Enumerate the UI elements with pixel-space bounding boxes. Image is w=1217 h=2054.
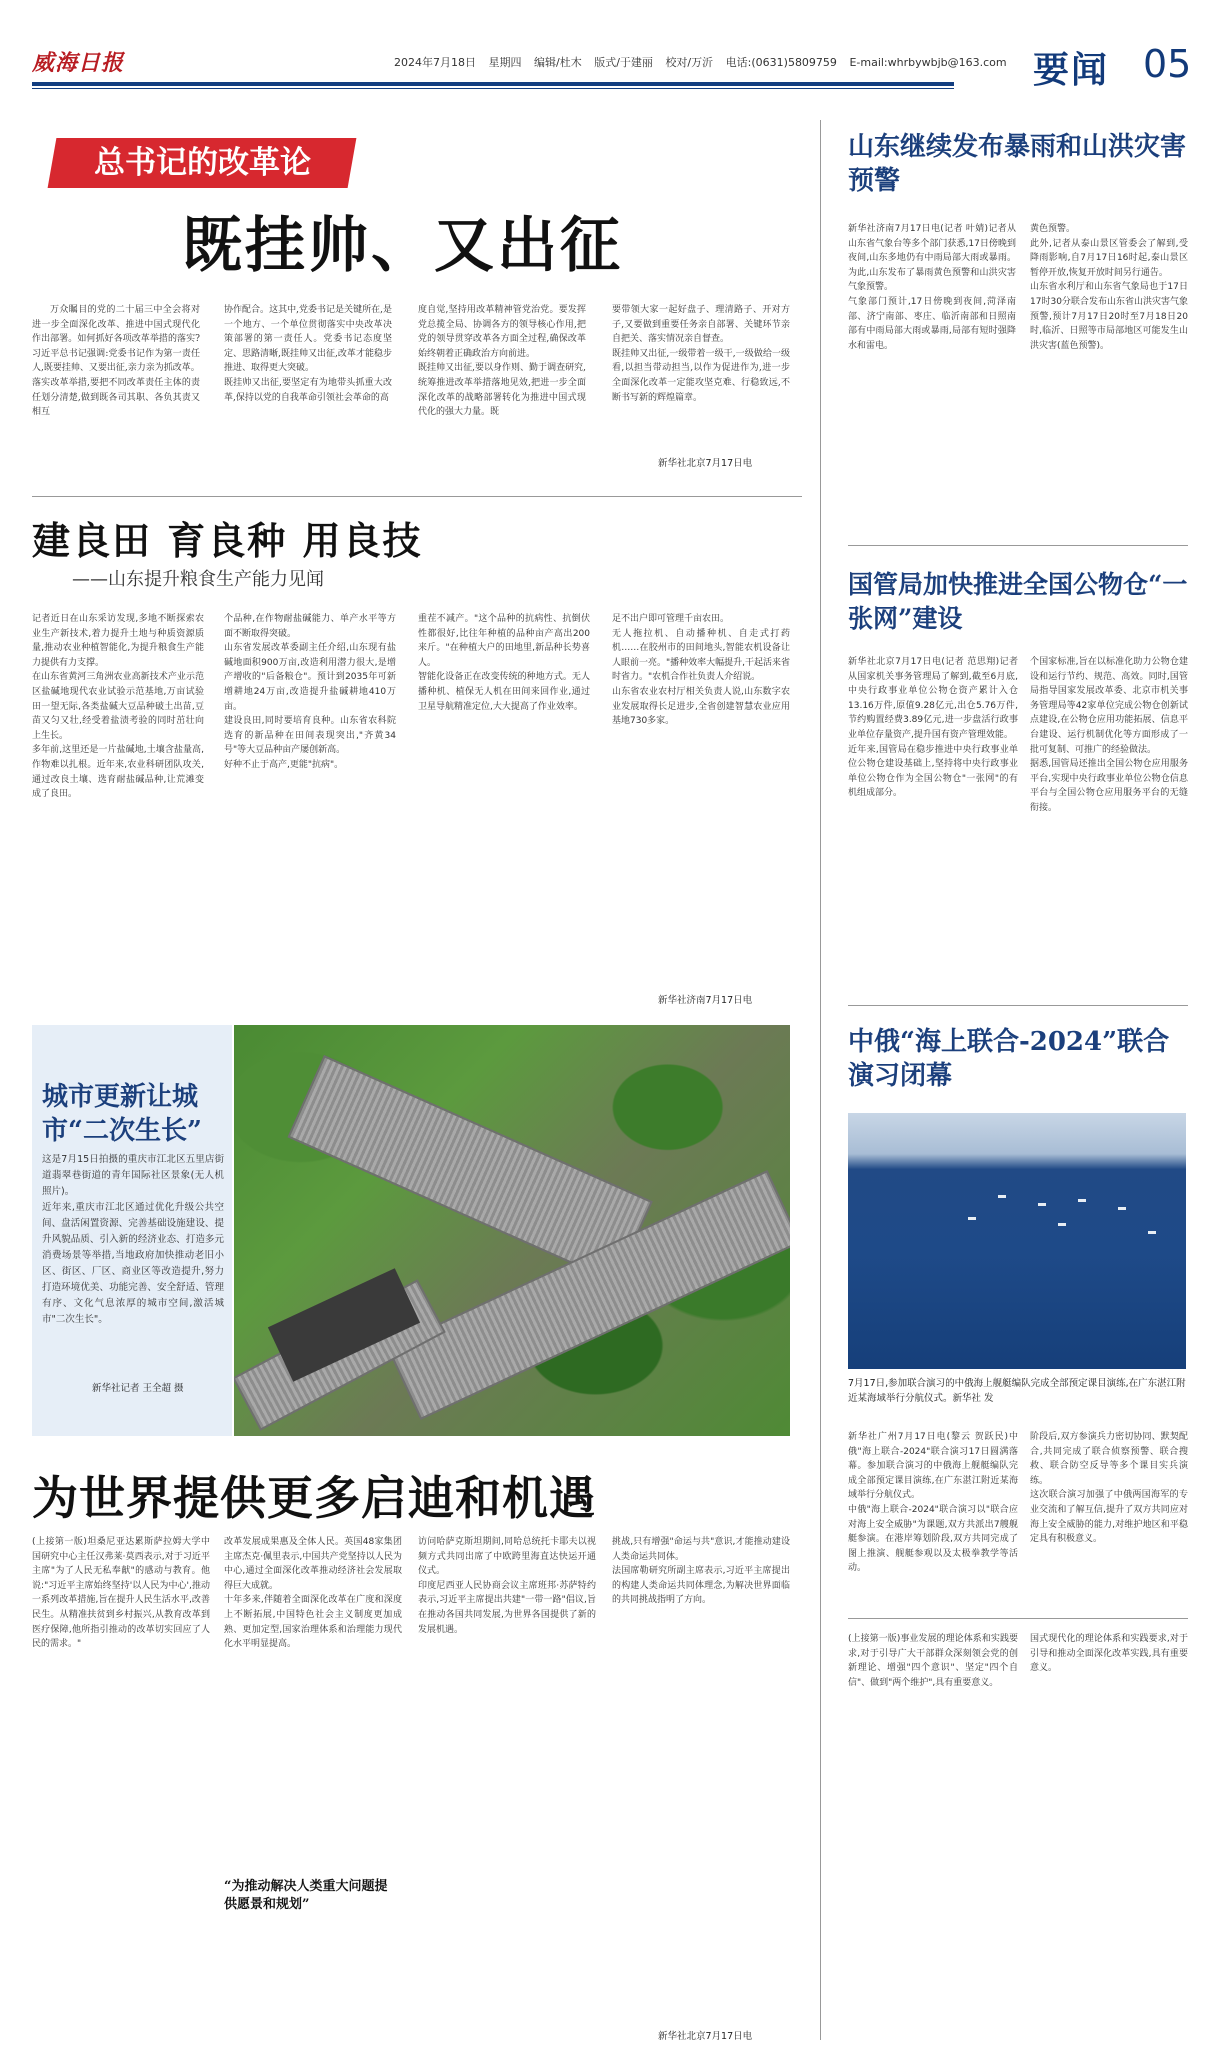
lead-col-2-text: 协作配合。这其中,党委书记是关键所在,是一个地方、一个单位贯彻落实中央改革决策部署的第一责任人。党委书记态度坚定、思路清晰,既挂帅又出征,改革才能稳步推进、取得更大突破。 既挂帅又出征,要坚定有为地带头抓重大改革,保持以党的自我革命引领社会革命的高 xyxy=(224,305,392,403)
urban-credit: 新华社记者 王全超 摄 xyxy=(92,1383,184,1394)
column-divider xyxy=(820,120,821,2040)
column-kicker: 总书记的改革论 xyxy=(48,138,357,188)
grain-headline: 建良田 育良种 用良技 xyxy=(32,518,423,563)
storm-col-2-text: 黄色预警。 此外,记者从泰山景区管委会了解到,受降雨影响,自7月17日16时起,泰山景区暂停开放,恢复开放时间另行通告。 山东省水利厅和山东省气象局也于17日17时30分联合发布山东省山洪灾害气象预警,预计7月17日20时至7月18日20时,临沂、日照等市局部地区可能发生山洪灾害(蓝色预警)。 xyxy=(1030,224,1188,351)
ship xyxy=(1148,1231,1156,1234)
world-col-2 xyxy=(224,1535,402,1870)
grain-col-4 xyxy=(612,612,790,992)
grain-col-2 xyxy=(224,612,396,1008)
world-col-1 xyxy=(32,1535,210,2040)
grain-col-1 xyxy=(32,612,204,1008)
world-subhead: “为推动解决人类重大问题提供愿景和规划” xyxy=(224,1879,388,1912)
urban-text-body: 这是7月15日拍摄的重庆市江北区五里店街道翡翠巷街道的青年国际社区景象(无人机照片)。 近年来,重庆市江北区通过优化升级公共空间、盘活闲置资源、完善基础设施建设、提升风貌品质、引入新的经济业态、打造多元消费场景等举措,当地政府加快推动老旧小区、街区、厂区、商业区等改造提升,努力打造环境优美、功能完善、安全舒适、管理有序、文化气息浓厚的城市空间,激活城市"二次生长"。 xyxy=(42,1154,224,1325)
drill-col-1 xyxy=(848,1430,1018,1600)
ship xyxy=(1078,1199,1086,1202)
warehouse-col-1 xyxy=(848,655,1018,985)
grain-byline: 新华社济南7月17日电 xyxy=(658,995,753,1006)
right-divider xyxy=(848,1005,1188,1006)
drill-col-2 xyxy=(1030,1430,1188,1600)
urban-aerial-photo xyxy=(234,1025,790,1436)
ship xyxy=(1058,1223,1066,1226)
ship xyxy=(1038,1203,1046,1206)
drill-photo-caption: 7月17日,参加联合演习的中俄海上舰艇编队完成全部预定课目演练,在广东湛江附近某海域举行分航仪式。新华社 发 xyxy=(848,1378,1186,1404)
storm-col-1-text: 新华社济南7月17日电(记者 叶婧)记者从山东省气象台等多个部门获悉,17日傍晚到夜间,山东多地仍有中雨局部大雨或暴雨。为此,山东发布了暴雨黄色预警和山洪灾害气象预警。 气象部门预计,17日傍晚到夜间,菏泽南部、济宁南部、枣庄、临沂南部和日照南部有中雨局部大雨或暴雨,局部有短时强降水和雷电。 xyxy=(848,224,1016,351)
continuation-col-2-text: 国式现代化的理论体系和实践要求,对于引导和推动全面深化改革实践,具有重要意义。 xyxy=(1030,1634,1188,1674)
lead-col-3-text: 度自觉,坚持用改革精神管党治党。要发挥党总揽全局、协调各方的领导核心作用,把党的领导贯穿改革各方面全过程,确保改革始终朝着正确政治方向前进。 既挂帅又出征,要以身作则、勤于调查研究,统筹推进改革举措落地见效,把进一步全面深化改革的战略部署转化为推进中国式现代化的强大力量。既 xyxy=(418,305,586,418)
ship xyxy=(1118,1207,1126,1210)
continuation-col-1 xyxy=(848,1632,1018,2042)
world-col-4 xyxy=(612,1535,790,2020)
world-col-3 xyxy=(418,1535,596,2040)
urban-text xyxy=(42,1152,224,1377)
section-name: 要闻 xyxy=(1033,50,1110,91)
masthead-rule-thin xyxy=(32,88,954,89)
drill-col-2-text: 阶段后,双方参演兵力密切协同、默契配合,共同完成了联合侦察预警、联合搜救、联合防空反导等多个课目实兵演练。 这次联合演习加强了中俄两国海军的专业交流和了解互信,提升了双方共同应对海上安全威胁的能力,对维护地区和平稳定具有积极意义。 xyxy=(1030,1432,1188,1545)
issue-info xyxy=(394,54,1016,70)
lead-col-3 xyxy=(418,303,586,473)
world-col-2-text: 改革发展成果惠及全体人民。英国48家集团主席杰克·佩里表示,中国共产党坚持以人民为中心,通过全面深化改革推动经济社会发展取得巨大成就。 十年多来,伴随着全面深化改革在广度和深度上不断拓展,中国特色社会主义制度更加成熟、更加定型,国家治理体系和治理能力现代化水平明显提高。 xyxy=(224,1537,402,1650)
storm-headline: 山东继续发布暴雨和山洪灾害预警 xyxy=(848,132,1187,196)
drill-col-1-text: 新华社广州7月17日电(黎云 贺跃民)中俄"海上联合-2024"联合演习17日圆满落幕。参加联合演习的中俄海上舰艇编队完成全部预定课目演练,在广东湛江附近某海域举行分航仪式。 中俄"海上联合-2024"联合演习以"联合应对海上安全威胁"为课题,双方共派出7艘舰艇参演。在港岸筹划阶段,双方共同完成了图上推演、舰艇参观以及太极拳教学等活动。 xyxy=(848,1432,1018,1574)
grain-col-1-text: 记者近日在山东采访发现,多地不断探索农业生产新技术,着力提升土地与种质资源质量,推动农业种植智能化,为提升粮食生产能力提供有力支撑。 在山东省黄河三角洲农业高新技术产业示范区盐碱地现代农业试验示范基地,万亩试验田一望无际,各类盐碱大豆品种破土出苗,豆苗又匀又壮,经受着盐渍考验的同时茁壮向上生长。 多年前,这里还是一片盐碱地,土壤含盐量高,作物难以扎根。近年来,农业科研团队攻关,通过改良土壤、选育耐盐碱品种,让荒滩变成了良田。 xyxy=(32,614,204,800)
storm-col-2 xyxy=(1030,222,1188,522)
email-contact: E-mail:whrbywbjb@163.com xyxy=(849,56,1007,69)
grain-col-3-text: 重茬不减产。"这个品种的抗病性、抗倒伏性都很好,比往年种植的品种亩产高出200来斤。"在种植大户的田地里,新品种长势喜人。 智能化设备正在改变传统的种地方式。无人播种机、植保无人机在田间来回作业,通过卫星导航精准定位,大大提高了作业效率。 xyxy=(418,614,590,712)
continuation-col-1-text: (上接第一版)事业发展的理论体系和实践要求,对于引导广大干部群众深刻领会党的创新理论、增强"四个意识"、坚定"四个自信"、做到"两个维护",具有重要意义。 xyxy=(848,1634,1018,1688)
right-divider xyxy=(848,1618,1188,1619)
lead-col-4-text: 要带领大家一起好盘子、理清路子、开对方子,又要做到重要任务亲自部署、关键环节亲自把关、落实情况亲自督查。 既挂帅又出征,一级带着一级干,一级做给一级看,以担当带动担当,以作为促进作为,进一步全面深化改革一定能攻坚克难、行稳致远,不断书写新的辉煌篇章。 xyxy=(612,305,790,403)
lead-col-1-text: 万众瞩目的党的二十届三中全会将对进一步全面深化改革、推进中国式现代化作出部署。如何抓好各项改革举措的落实?习近平总书记强调:党委书记作为第一责任人,既要挂帅、又要出征,亲力亲为抓改革。 落实改革举措,要把不同改革责任主体的责任划分清楚,做到既各司其职、各负其责又相互 xyxy=(32,305,200,418)
world-col-1-text: (上接第一版)坦桑尼亚达累斯萨拉姆大学中国研究中心主任汉弗莱·莫西表示,对于习近平主席"为了人民无私奉献"的感动与教育。他说:"习近平主席始终坚持'以人民为中心',推动一系列改革措施,旨在提升人民生活水平,改善民生。从精准扶贫到乡村振兴,从教育改革到医疗保障,他所指引推动的改革切实回应了人民的需求。" xyxy=(32,1537,210,1650)
grain-col-2-text: 个品种,在作物耐盐碱能力、单产水平等方面不断取得突破。 山东省发展改革委副主任介绍,山东现有盐碱地面积900万亩,改造利用潜力很大,是增产增收的"后备粮仓"。预计到2035年可新增耕地24万亩,改造提升盐碱耕地410万亩。 建设良田,同时要培育良种。山东省农科院选育的新品种在田间表现突出,"齐黄34号"等大豆品种亩产屡创新高。 好种不止于高产,更能"抗病"。 xyxy=(224,614,396,770)
masthead xyxy=(32,42,1192,91)
proof-credit: 校对/万沂 xyxy=(665,56,714,69)
editor-credit: 编辑/杜木 xyxy=(534,56,582,69)
urban-headline: 城市更新让城市“二次生长” xyxy=(42,1082,202,1146)
masthead-rule xyxy=(32,82,954,86)
ship xyxy=(998,1195,1006,1198)
lead-col-4 xyxy=(612,303,790,455)
layout-credit: 版式/于建丽 xyxy=(594,56,653,69)
lead-col-1 xyxy=(32,303,200,473)
naval-drill-photo xyxy=(848,1113,1186,1369)
world-col-3-text: 访问哈萨克斯坦期间,同哈总统托卡耶夫以视频方式共同出席了中欧跨里海直达快运开通仪式。 印度尼西亚人民协商会议主席班邦·苏萨特约表示,习近平主席提出共建"一带一路"倡议,旨在推动各国共同发展,为世界各国提供了新的发展机遇。 xyxy=(418,1537,596,1635)
lead-col-2 xyxy=(224,303,392,473)
warehouse-col-2-text: 个国家标准,旨在以标准化助力公物仓建设和运行节约、规范、高效。同时,国管局指导国家发展改革委、北京市机关事务管理局等42家单位完成公物仓创新试点建设,在公物仓应用功能拓展、信息平台建设、运行机制优化等方面形成了一批可复制、可推广的经验做法。 据悉,国管局还推出全国公物仓应用服务平台,实现中央行政事业单位公物仓信息平台与全国公物仓应用服务平台的无缝衔接。 xyxy=(1030,657,1188,813)
lead-headline: 既挂帅、又出征 xyxy=(182,211,623,281)
world-col-4-text: 挑战,只有增强"命运与共"意识,才能推动建设人类命运共同体。 法国席勒研究所副主席表示,习近平主席提出的构建人类命运共同体理念,为解决世界面临的共同挑战指明了方向。 xyxy=(612,1537,790,1606)
ship xyxy=(968,1217,976,1220)
right-divider xyxy=(848,545,1188,546)
continuation-col-2 xyxy=(1030,1632,1188,2042)
newspaper-logo: 威海日报 xyxy=(32,50,125,76)
issue-weekday: 星期四 xyxy=(488,56,522,69)
warehouse-headline: 国管局加快推进全国公物仓“一张网”建设 xyxy=(848,570,1188,633)
warehouse-col-1-text: 新华社北京7月17日电(记者 范思翔)记者从国家机关事务管理局了解到,截至6月底,中央行政事业单位公物仓资产累计入仓13.16万件,原值9.28亿元,出仓5.76万件,节约购置经费3.89亿元,进一步盘活行政事业单位存量资产,提升国有资产管理效能。 近年来,国管局在稳步推进中央行政事业单位公物仓建设基础上,坚持将中央行政事业单位公物仓作为全国公物仓"一张网"的有机组成部分。 xyxy=(848,657,1018,799)
phone-contact: 电话:(0631)5809759 xyxy=(725,56,837,69)
world-headline: 为世界提供更多启迪和机遇 xyxy=(32,1471,596,1525)
warehouse-col-2 xyxy=(1030,655,1188,985)
section-divider xyxy=(32,496,802,497)
grain-subheadline: ——山东提升粮食生产能力见闻 xyxy=(72,569,324,590)
grain-col-3 xyxy=(418,612,590,1008)
drill-headline: 中俄“海上联合-2024”联合演习闭幕 xyxy=(848,1027,1170,1091)
page-number: 05 xyxy=(1143,42,1192,86)
lead-byline: 新华社北京7月17日电 xyxy=(658,458,753,469)
world-byline: 新华社北京7月17日电 xyxy=(658,2031,753,2042)
grain-col-4-text: 足不出户即可管理千亩农田。 无人拖拉机、自动播种机、自走式打药机……在胶州市的田间地头,智能农机设备让人眼前一亮。"播种效率大幅提升,干起活来省时省力。"农机合作社负责人介绍说。 山东省农业农村厅相关负责人说,山东数字农业发展取得长足进步,全省创建智慧农业应用基地730多家。 xyxy=(612,614,790,727)
issue-date: 2024年7月18日 xyxy=(394,56,476,69)
storm-col-1 xyxy=(848,222,1016,522)
